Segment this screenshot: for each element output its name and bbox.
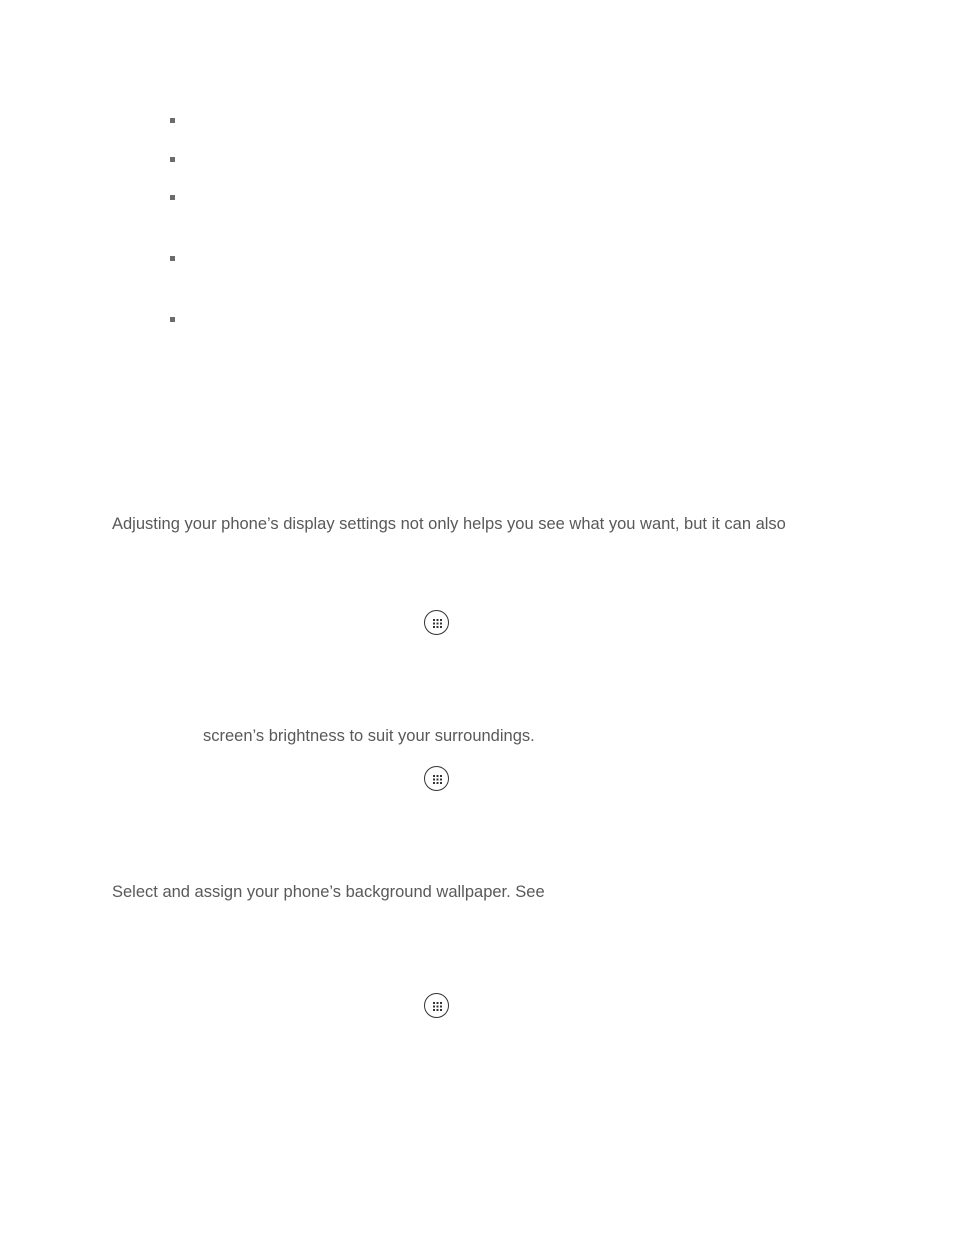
bullet-marker: [170, 317, 175, 322]
bullet-marker: [170, 256, 175, 261]
display-settings-intro: Adjusting your phone’s display settings not only helps you see what you want, but it can also: [112, 515, 786, 533]
bullet-marker: [170, 118, 175, 123]
bullet-marker: [170, 157, 175, 162]
apps-grid-icon: [424, 610, 449, 635]
apps-grid-icon: [424, 993, 449, 1018]
brightness-description: screen’s brightness to suit your surroundings.: [203, 727, 535, 745]
bullet-marker: [170, 195, 175, 200]
apps-grid-icon: [424, 766, 449, 791]
wallpaper-description: Select and assign your phone’s background wallpaper. See: [112, 883, 545, 901]
